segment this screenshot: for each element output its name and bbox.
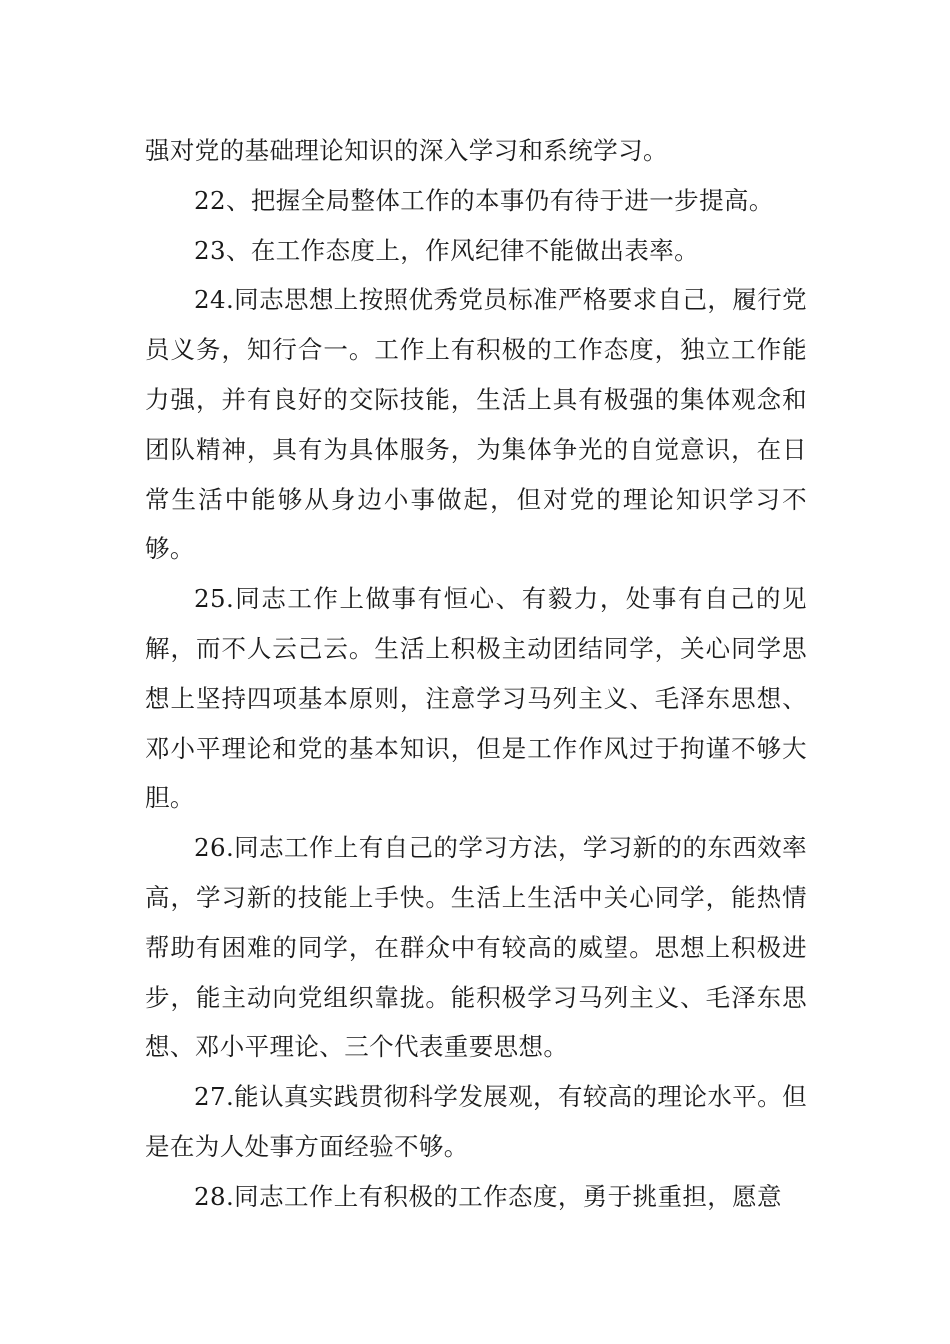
paragraph-27: 27.能认真实践贯彻科学发展观，有较高的理论水平。但是在为人处事方面经验不够。 (145, 1082, 807, 1161)
paragraph-23: 23、在工作态度上，作风纪律不能做出表率。 (194, 235, 700, 265)
paragraph-28: 28.同志工作上有积极的工作态度，勇于挑重担，愿意 (194, 1181, 782, 1211)
paragraph-24: 24.同志思想上按照优秀党员标准严格要求自己，履行党员义务，知行合一。工作上有积极的工作态度，独立工作能力强，并有良好的交际技能，生活上具有极强的集体观念和团队精神，具有为具体服务，为集体争光的自觉意识，在日常生活中能够从身边小事做起，但对党的理论知识学习不够。 (145, 285, 807, 564)
paragraph-25: 25.同志工作上做事有恒心、有毅力，处事有自己的见解，而不人云己云。生活上积极主动团结同学，关心同学思想上坚持四项基本原则，注意学习马列主义、毛泽东思想、邓小平理论和党的基本知识，但是工作作风过于拘谨不够大胆。 (145, 584, 807, 813)
paragraph-continued: 强对党的基础理论知识的深入学习和系统学习。 (145, 136, 668, 165)
paragraph-26: 26.同志工作上有自己的学习方法，学习新的的东西效率高，学习新的技能上手快。生活上生活中关心同学，能热情帮助有困难的同学，在群众中有较高的威望。思想上积极进步，能主动向党组织靠拢。能积极学习马列主义、毛泽东思想、邓小平理论、三个代表重要思想。 (145, 833, 807, 1062)
paragraph-22: 22、把握全局整体工作的本事仍有待于进一步提高。 (194, 185, 774, 215)
document-body (145, 126, 807, 1222)
